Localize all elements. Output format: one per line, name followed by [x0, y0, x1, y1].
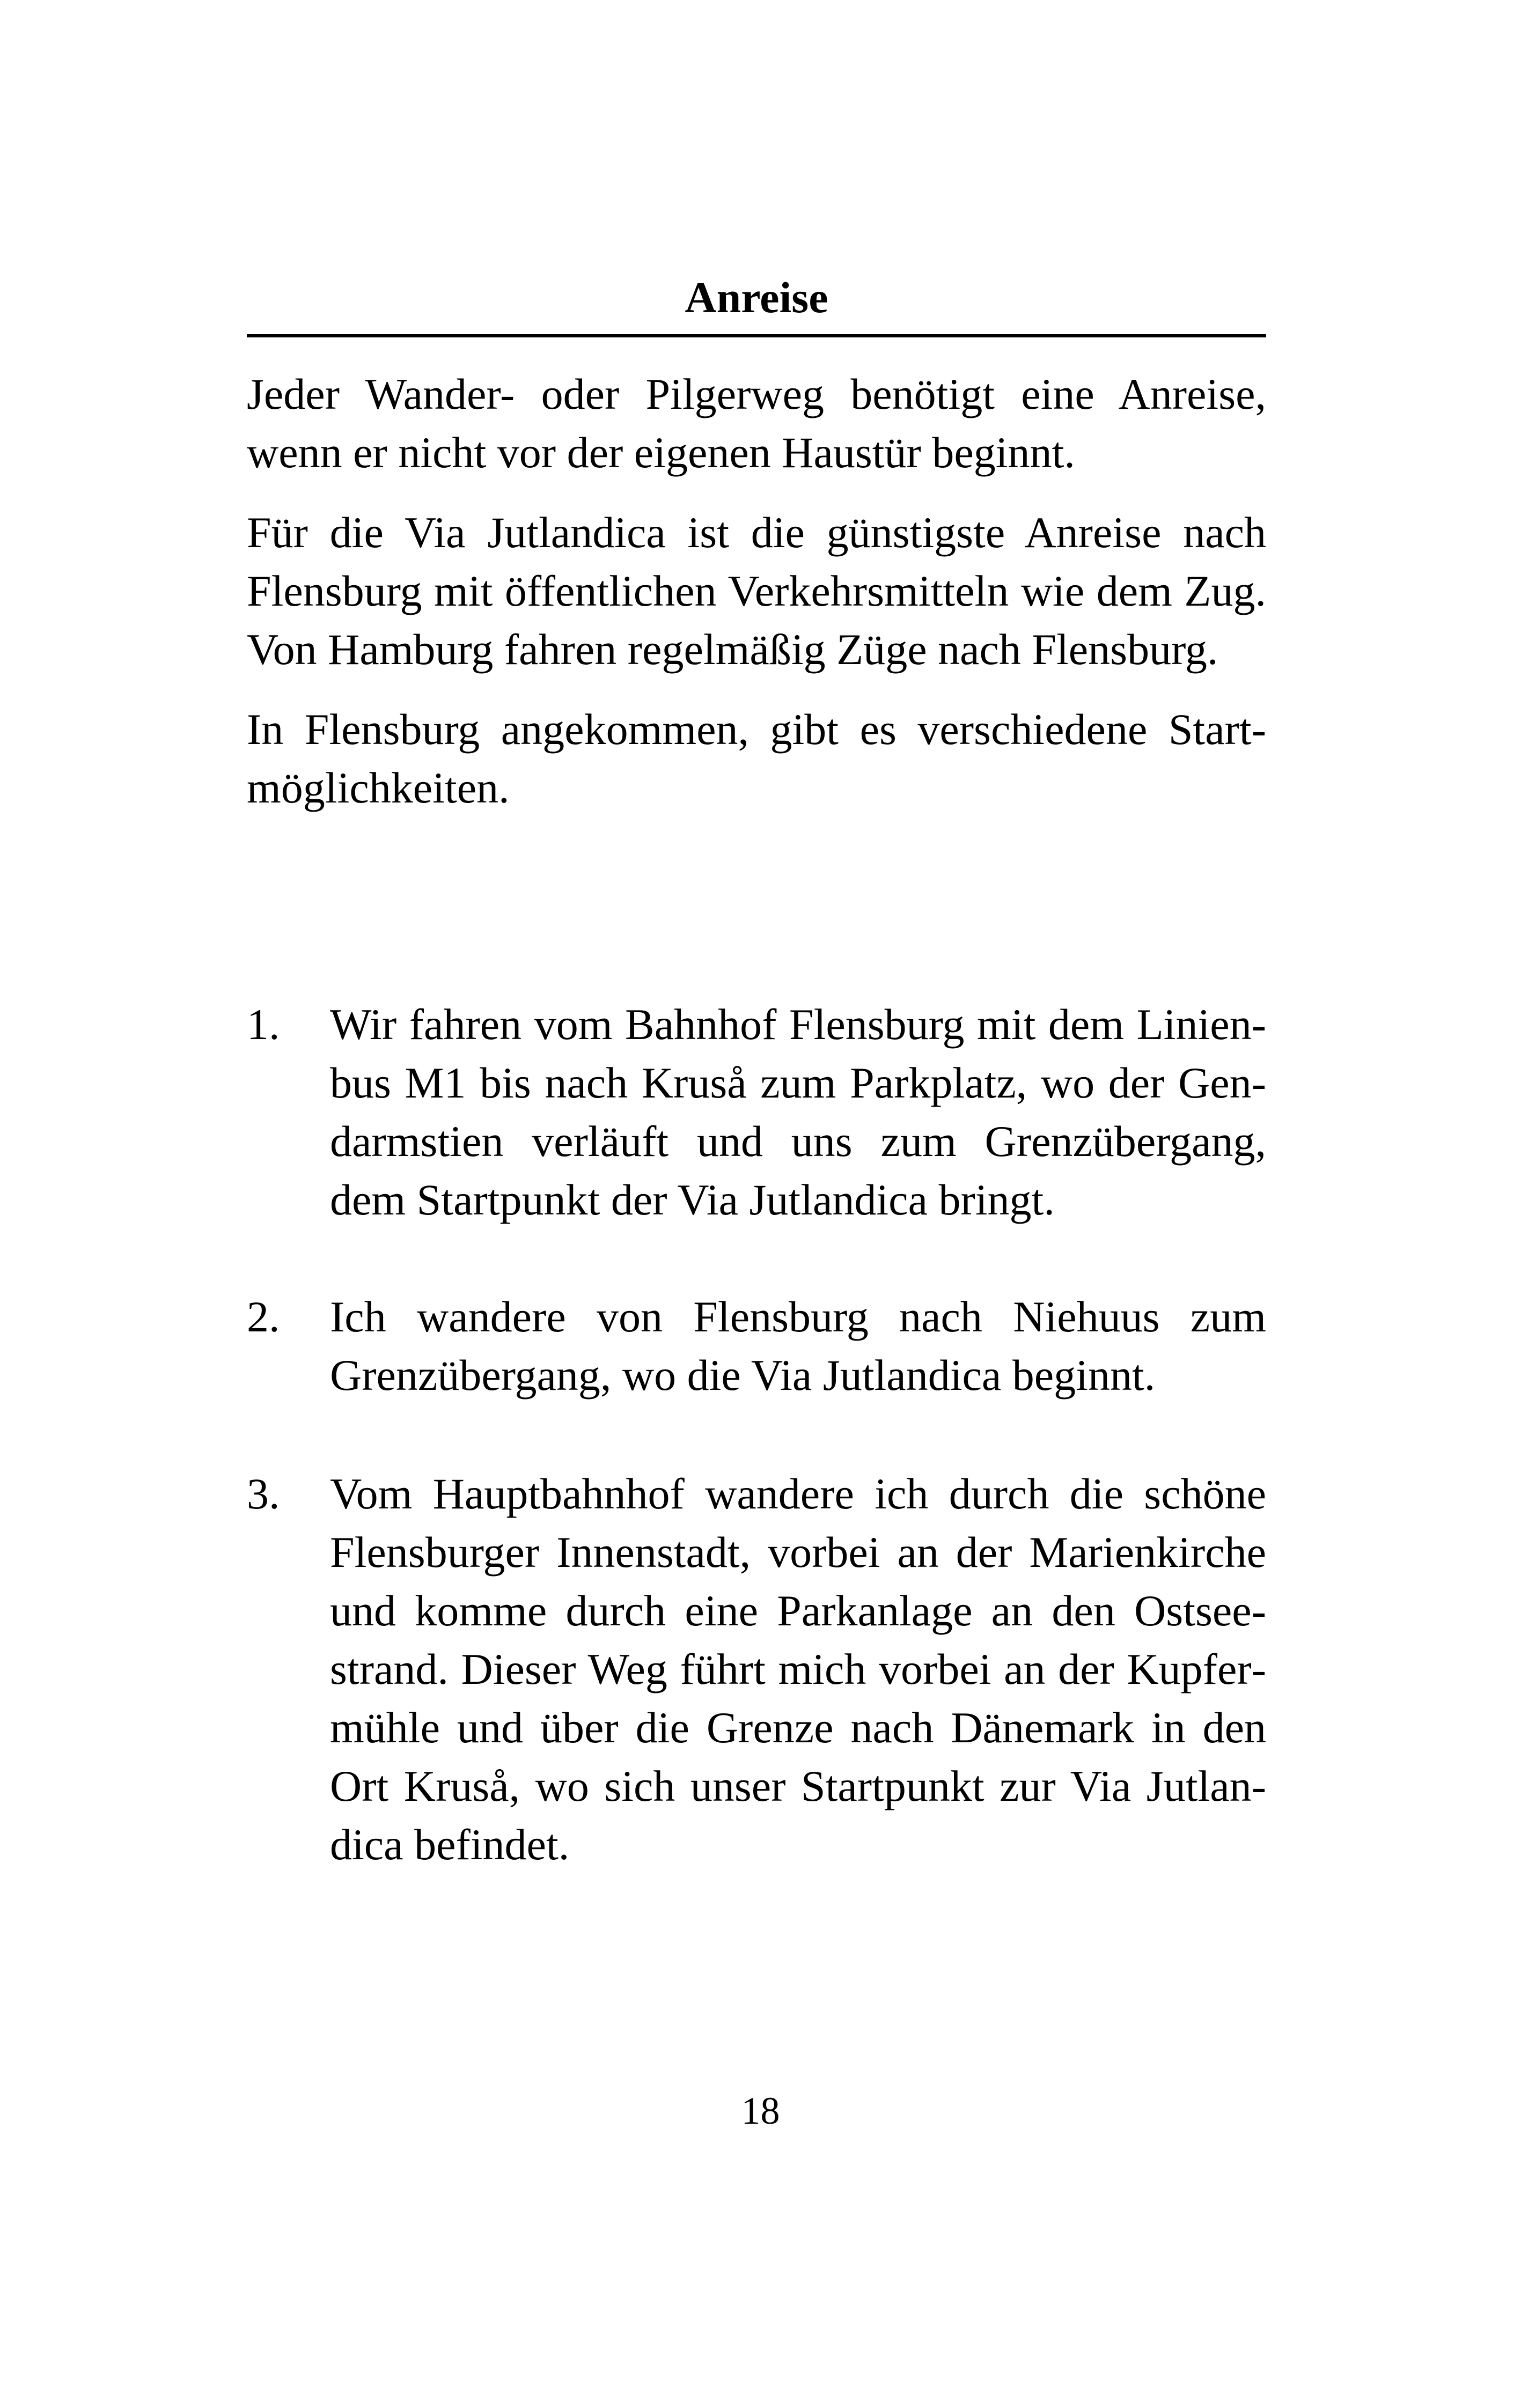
section-heading: Anreise	[685, 273, 828, 322]
list-item-text: Wir fahren vom Bahnhof Flensburg mit dem Linienbus M1 bis nach Kruså zum Parkplatz, wo der Gendarmstien verläuft und uns zum Grenzübergang, dem Startpunkt der Via Jutlandica bringt.	[330, 1000, 1266, 1224]
intro-paragraph-2: Für die Via Jutlandica ist die günstigste Anreise nach Flensburg mit öffentlichen Verkehrsmitteln wie dem Zug. Von Hamburg fahren regelmäßig Züge nach Flensburg.	[247, 508, 1266, 674]
list-item-number: 2.	[247, 1292, 280, 1341]
intro-paragraph-3: In Flensburg angekommen, gibt es verschiedene Startmöglichkeiten.	[247, 705, 1266, 812]
intro-text	[247, 365, 1266, 838]
list-item-number: 1.	[247, 1000, 280, 1049]
list-item-number: 3.	[247, 1469, 280, 1518]
list-item-text: Vom Hauptbahnhof wandere ich durch die schöne Flensburger Innenstadt, vorbei an der Marienkirche und komme durch eine Parkanlage an den Ostseestrand. Dieser Weg führt mich vorbei an der Kupfermühle und über die Grenze nach Dänemark in den Ort Kruså, wo sich unser Startpunkt zur Via Jutlandica befindet.	[330, 1469, 1266, 1869]
list-item-text: Ich wandere von Flensburg nach Niehuus zum Grenzübergang, wo die Via Jutlandica beginnt.	[330, 1292, 1266, 1400]
page-number: 18	[741, 2089, 780, 2132]
intro-paragraph-1: Jeder Wander- oder Pilgerweg benötigt eine Anreise, wenn er nicht vor der eigenen Haustür beginnt.	[247, 370, 1266, 477]
section-heading-block	[247, 271, 1266, 337]
heading-underline	[247, 334, 1266, 337]
